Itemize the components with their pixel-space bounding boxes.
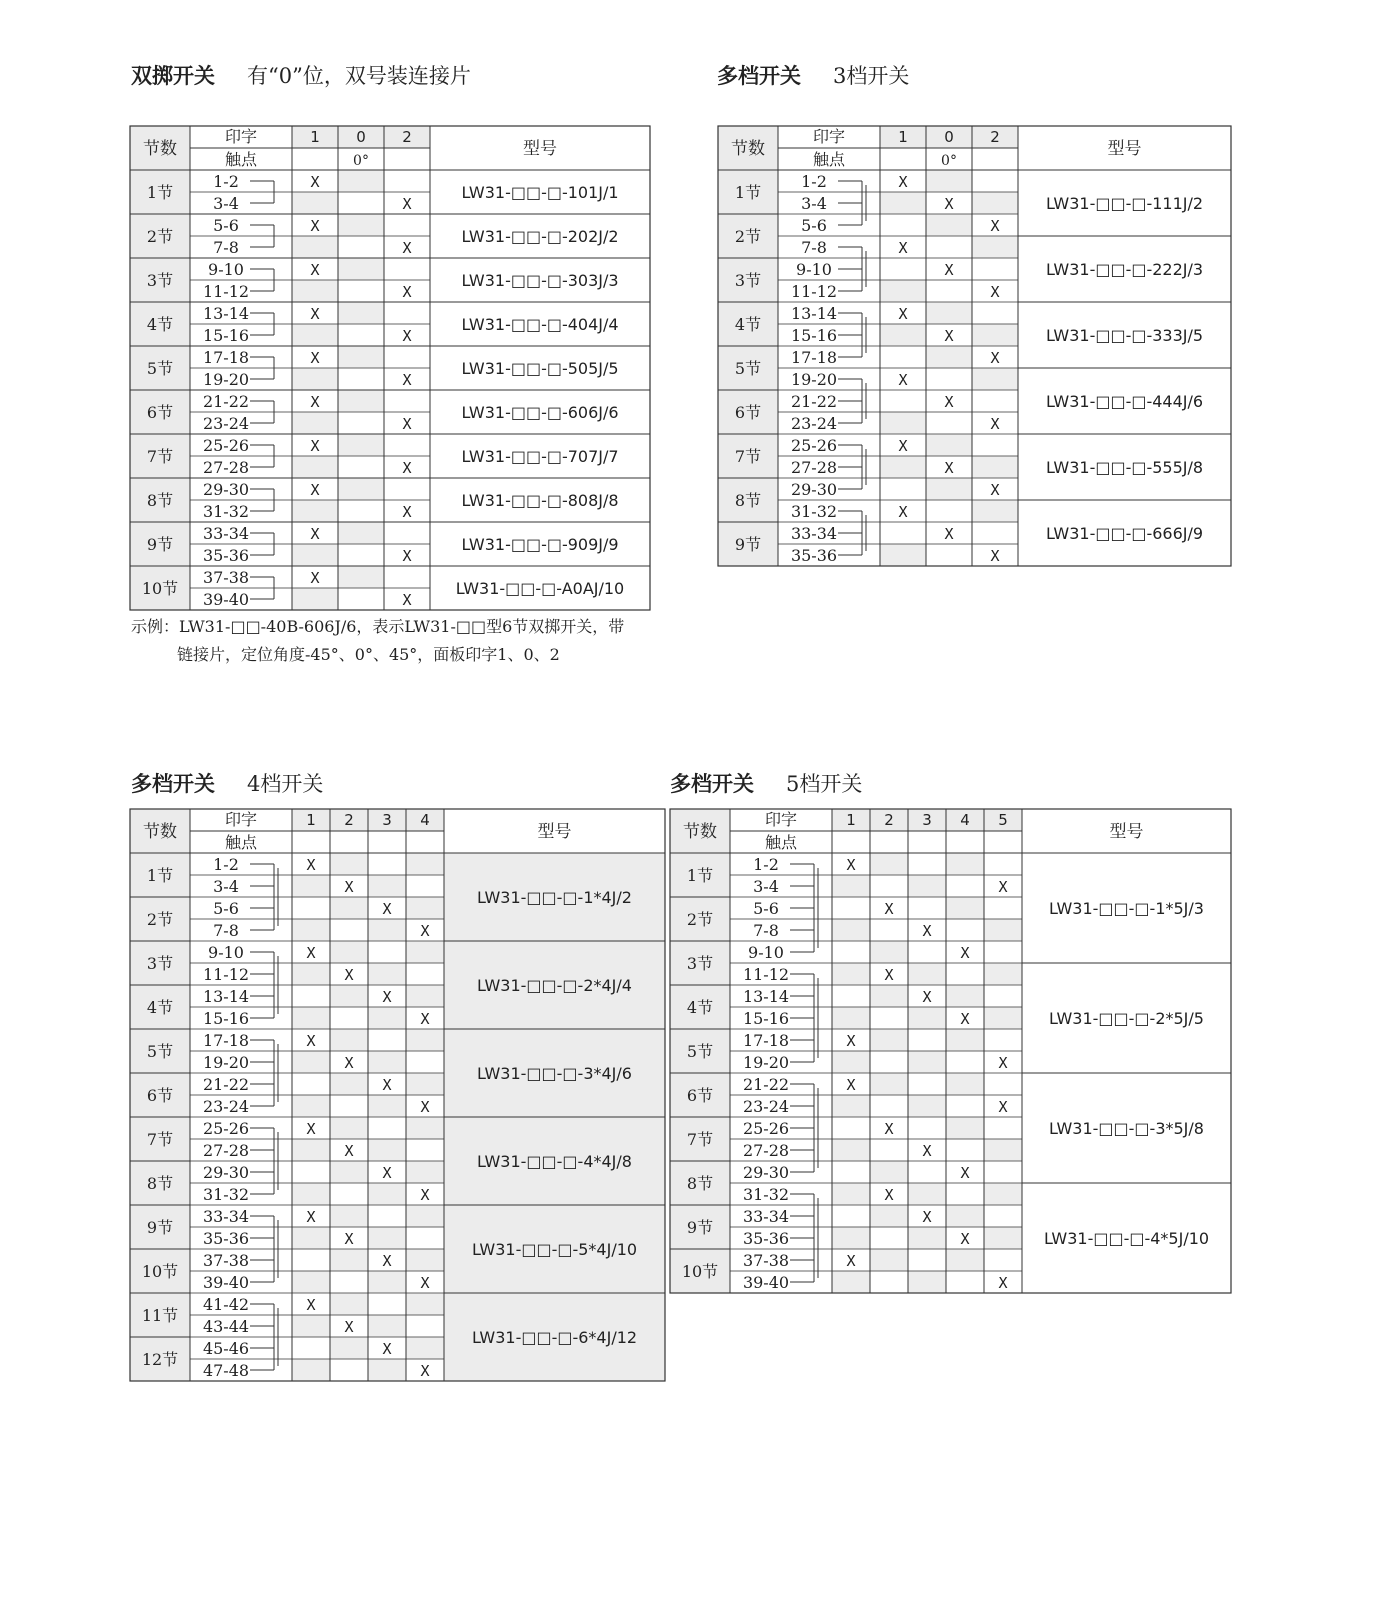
heading-title: 多档开关: [717, 64, 801, 88]
example-note-line1: 示例：LW31-□□-40B-606J/6，表示LW31-□□型6节双掷开关，带: [131, 617, 625, 636]
contact-mark: X: [402, 547, 412, 565]
contact-label: 29-30: [790, 480, 838, 499]
contact-label: 11-12: [202, 965, 250, 984]
section-label: 11节: [141, 1306, 179, 1325]
contact-mark: X: [310, 173, 320, 191]
contact-label: 35-36: [742, 1229, 790, 1248]
contact-mark: X: [998, 878, 1008, 896]
section-label: 1节: [686, 866, 714, 885]
contact-mark: X: [420, 1362, 430, 1380]
model-label: LW31-□□-□-4*5J/10: [1043, 1229, 1210, 1248]
contact-label: 23-24: [202, 414, 250, 433]
contact-mark: X: [960, 944, 970, 962]
header-section: 节数: [683, 822, 717, 842]
contact-label: 1-2: [753, 855, 779, 874]
contact-label: 25-26: [790, 436, 838, 455]
header-position-5: 5: [998, 811, 1008, 829]
contact-label: 33-34: [790, 524, 838, 543]
contact-mark: X: [310, 437, 320, 455]
contact-label: 27-28: [202, 458, 250, 477]
contact-label: 1-2: [801, 172, 827, 191]
header-position-2: 2: [884, 811, 894, 829]
contact-mark: X: [898, 239, 908, 257]
contact-label: 7-8: [753, 921, 779, 940]
contact-mark: X: [884, 1186, 894, 1204]
contact-label: 11-12: [790, 282, 838, 301]
contact-label: 37-38: [742, 1251, 790, 1270]
section-label: 10节: [681, 1262, 719, 1281]
contact-label: 39-40: [202, 590, 250, 609]
heading-title: 多档开关: [131, 772, 215, 796]
section-label: 3节: [146, 271, 174, 290]
contact-mark: X: [960, 1010, 970, 1028]
model-label: LW31-□□-□-2*5J/5: [1049, 1009, 1204, 1028]
contact-label: 19-20: [790, 370, 838, 389]
contact-label: 17-18: [202, 1031, 250, 1050]
model-label: LW31-□□-□-505J/5: [461, 359, 619, 378]
contact-label: 15-16: [202, 326, 250, 345]
contact-label: 31-32: [742, 1185, 790, 1204]
contact-mark: X: [922, 988, 932, 1006]
contact-mark: X: [990, 415, 1000, 433]
contact-mark: X: [402, 503, 412, 521]
model-label: LW31-□□-□-444J/6: [1045, 392, 1204, 411]
heading-title: 多档开关: [670, 772, 754, 796]
contact-label: 29-30: [202, 480, 250, 499]
section-label: 2节: [686, 910, 714, 929]
contact-label: 17-18: [202, 348, 250, 367]
contact-mark: X: [944, 195, 954, 213]
contact-label: 25-26: [742, 1119, 790, 1138]
model-label: LW31-□□-□-5*4J/10: [471, 1240, 638, 1259]
section-label: 3节: [146, 954, 174, 973]
contact-label: 25-26: [202, 1119, 250, 1138]
section-label: 9节: [734, 535, 762, 554]
contact-label: 31-32: [202, 1185, 250, 1204]
section-label: 5节: [146, 359, 174, 378]
contact-mark: X: [402, 591, 412, 609]
section-label: 9节: [686, 1218, 714, 1237]
header-position-3: 3: [922, 811, 932, 829]
contact-label: 7-8: [213, 238, 239, 257]
contact-label: 23-24: [790, 414, 838, 433]
model-label: LW31-□□-□-202J/2: [461, 227, 619, 246]
contact-mark: X: [382, 1164, 392, 1182]
contact-mark: X: [898, 503, 908, 521]
contact-mark: X: [960, 1230, 970, 1248]
contact-mark: X: [846, 1076, 856, 1094]
header-position-1: 1: [898, 128, 908, 146]
section-label: 9节: [146, 1218, 174, 1237]
section-label: 8节: [146, 1174, 174, 1193]
contact-mark: X: [998, 1098, 1008, 1116]
contact-label: 47-48: [202, 1361, 250, 1380]
section-label: 6节: [146, 403, 174, 422]
contact-mark: X: [382, 900, 392, 918]
contact-mark: X: [990, 547, 1000, 565]
contact-mark: X: [344, 878, 354, 896]
contact-label: 3-4: [753, 877, 779, 896]
model-label: LW31-□□-□-222J/3: [1045, 260, 1204, 279]
contact-mark: X: [922, 922, 932, 940]
contact-label: 37-38: [202, 568, 250, 587]
contact-label: 3-4: [801, 194, 827, 213]
contact-label: 5-6: [801, 216, 827, 235]
header-marking: 印字: [224, 810, 258, 829]
contact-mark: X: [846, 856, 856, 874]
contact-label: 9-10: [748, 943, 784, 962]
section-label: 8节: [686, 1174, 714, 1193]
model-label: LW31-□□-□-1*4J/2: [477, 888, 632, 907]
contact-mark: X: [420, 1186, 430, 1204]
contact-mark: X: [884, 966, 894, 984]
section-label: 10节: [141, 1262, 179, 1281]
contact-mark: X: [310, 261, 320, 279]
contact-mark: X: [306, 856, 316, 874]
header-angle: 0°: [353, 153, 369, 169]
header-model: 型号: [523, 139, 557, 159]
contact-label: 39-40: [742, 1273, 790, 1292]
header-contacts: 触点: [812, 150, 846, 169]
header-position-2: 2: [344, 811, 354, 829]
contact-mark: X: [420, 922, 430, 940]
contact-mark: X: [382, 1340, 392, 1358]
contact-label: 45-46: [202, 1339, 250, 1358]
section-label: 3节: [734, 271, 762, 290]
contact-label: 29-30: [202, 1163, 250, 1182]
contact-mark: X: [310, 305, 320, 323]
contact-label: 5-6: [753, 899, 779, 918]
contact-mark: X: [898, 371, 908, 389]
section-label: 1节: [146, 866, 174, 885]
contact-label: 21-22: [742, 1075, 790, 1094]
contact-mark: X: [990, 349, 1000, 367]
section-label: 6节: [686, 1086, 714, 1105]
contact-label: 7-8: [801, 238, 827, 257]
contact-mark: X: [898, 305, 908, 323]
model-label: LW31-□□-□-6*4J/12: [471, 1328, 638, 1347]
contact-label: 1-2: [213, 172, 239, 191]
contact-label: 9-10: [796, 260, 832, 279]
contact-mark: X: [884, 900, 894, 918]
header-position-1: 1: [306, 811, 316, 829]
contact-mark: X: [922, 1208, 932, 1226]
section-label: 8节: [146, 491, 174, 510]
contact-label: 13-14: [202, 304, 250, 323]
model-label: LW31-□□-□-555J/8: [1045, 458, 1204, 477]
section-label: 4节: [146, 998, 174, 1017]
section-label: 7节: [686, 1130, 714, 1149]
contact-mark: X: [402, 195, 412, 213]
heading-subtitle: 3档开关: [833, 64, 910, 88]
contact-mark: X: [420, 1098, 430, 1116]
contact-label: 43-44: [202, 1317, 250, 1336]
section-label: 3节: [686, 954, 714, 973]
contact-mark: X: [306, 1032, 316, 1050]
contact-mark: X: [884, 1120, 894, 1138]
contact-label: 21-22: [202, 392, 250, 411]
contact-mark: X: [310, 393, 320, 411]
contact-label: 29-30: [742, 1163, 790, 1182]
contact-mark: X: [990, 481, 1000, 499]
contact-label: 31-32: [202, 502, 250, 521]
header-model: 型号: [1109, 822, 1144, 842]
header-marking: 印字: [764, 810, 798, 829]
contact-label: 13-14: [790, 304, 838, 323]
header-position-2: 2: [990, 128, 1000, 146]
contact-mark: X: [944, 261, 954, 279]
header-position-1: 1: [310, 128, 320, 146]
contact-label: 25-26: [202, 436, 250, 455]
contact-label: 31-32: [790, 502, 838, 521]
section-label: 2节: [146, 910, 174, 929]
contact-label: 5-6: [213, 216, 239, 235]
contact-mark: X: [960, 1164, 970, 1182]
contact-mark: X: [402, 239, 412, 257]
model-label: LW31-□□-□-3*5J/8: [1049, 1119, 1204, 1138]
header-position-4: 4: [960, 811, 970, 829]
header-contacts: 触点: [224, 150, 258, 169]
header-model: 型号: [537, 822, 572, 842]
section-label: 5节: [146, 1042, 174, 1061]
contact-label: 17-18: [742, 1031, 790, 1050]
contact-label: 15-16: [742, 1009, 790, 1028]
contact-mark: X: [998, 1274, 1008, 1292]
header-section: 节数: [143, 822, 177, 842]
contact-label: 5-6: [213, 899, 239, 918]
header-position-3: 3: [382, 811, 392, 829]
contact-label: 1-2: [213, 855, 239, 874]
contact-label: 3-4: [213, 877, 239, 896]
model-label: LW31-□□-□-707J/7: [461, 447, 619, 466]
contact-mark: X: [306, 1208, 316, 1226]
section-label: 12节: [141, 1350, 179, 1369]
contact-label: 11-12: [742, 965, 790, 984]
header-position-2: 2: [402, 128, 412, 146]
section-label: 6节: [734, 403, 762, 422]
heading-subtitle: 5档开关: [786, 772, 863, 796]
contact-mark: X: [846, 1252, 856, 1270]
contact-label: 9-10: [208, 943, 244, 962]
contact-label: 23-24: [202, 1097, 250, 1116]
header-contacts: 触点: [224, 833, 258, 852]
header-position-4: 4: [420, 811, 430, 829]
header-model: 型号: [1107, 139, 1142, 159]
contact-mark: X: [402, 283, 412, 301]
section-label: 7节: [734, 447, 762, 466]
contact-label: 15-16: [202, 1009, 250, 1028]
contact-mark: X: [382, 988, 392, 1006]
contact-label: 27-28: [202, 1141, 250, 1160]
contact-mark: X: [310, 217, 320, 235]
header-contacts: 触点: [764, 833, 798, 852]
section-label: 7节: [146, 447, 174, 466]
contact-mark: X: [344, 1142, 354, 1160]
contact-mark: X: [344, 966, 354, 984]
header-angle: 0°: [941, 153, 957, 169]
model-label: LW31-□□-□-333J/5: [1045, 326, 1204, 345]
contact-mark: X: [382, 1076, 392, 1094]
contact-label: 23-24: [742, 1097, 790, 1116]
contact-mark: X: [944, 327, 954, 345]
contact-label: 19-20: [202, 1053, 250, 1072]
contact-label: 35-36: [790, 546, 838, 565]
section-label: 1节: [734, 183, 762, 202]
section-label: 4节: [686, 998, 714, 1017]
contact-label: 39-40: [202, 1273, 250, 1292]
contact-mark: X: [998, 1054, 1008, 1072]
model-label: LW31-□□-□-303J/3: [461, 271, 619, 290]
model-label: LW31-□□-□-666J/9: [1045, 524, 1204, 543]
contact-label: 13-14: [202, 987, 250, 1006]
contact-mark: X: [990, 283, 1000, 301]
model-label: LW31-□□-□-909J/9: [461, 535, 619, 554]
contact-label: 37-38: [202, 1251, 250, 1270]
heading-subtitle: 4档开关: [247, 772, 324, 796]
section-label: 7节: [146, 1130, 174, 1149]
header-section: 节数: [143, 139, 177, 159]
contact-mark: X: [344, 1054, 354, 1072]
contact-label: 19-20: [742, 1053, 790, 1072]
model-label: LW31-□□-□-404J/4: [461, 315, 619, 334]
contact-label: 17-18: [790, 348, 838, 367]
contact-mark: X: [402, 459, 412, 477]
model-label: LW31-□□-□-1*5J/3: [1049, 899, 1204, 918]
contact-mark: X: [402, 327, 412, 345]
contact-label: 21-22: [202, 1075, 250, 1094]
contact-label: 21-22: [790, 392, 838, 411]
section-label: 4节: [734, 315, 762, 334]
contact-label: 35-36: [202, 546, 250, 565]
contact-label: 33-34: [202, 524, 250, 543]
contact-mark: X: [898, 437, 908, 455]
header-marking: 印字: [224, 127, 258, 146]
model-label: LW31-□□-□-4*4J/8: [477, 1152, 632, 1171]
contact-mark: X: [306, 1120, 316, 1138]
section-label: 6节: [146, 1086, 174, 1105]
section-label: 9节: [146, 535, 174, 554]
contact-label: 41-42: [202, 1295, 250, 1314]
contact-label: 7-8: [213, 921, 239, 940]
section-label: 1节: [146, 183, 174, 202]
heading-title: 双掷开关: [131, 64, 215, 88]
section-label: 4节: [146, 315, 174, 334]
header-position-1: 1: [846, 811, 856, 829]
contact-mark: X: [846, 1032, 856, 1050]
section-label: 2节: [734, 227, 762, 246]
header-section: 节数: [731, 139, 765, 159]
model-label: LW31-□□-□-808J/8: [461, 491, 619, 510]
contact-label: 9-10: [208, 260, 244, 279]
model-label: LW31-□□-□-101J/1: [461, 183, 619, 202]
section-label: 2节: [146, 227, 174, 246]
contact-label: 13-14: [742, 987, 790, 1006]
heading-subtitle: 有“0”位，双号装连接片: [247, 64, 471, 88]
contact-label: 33-34: [742, 1207, 790, 1226]
header-position-0: 0: [944, 128, 954, 146]
section-label: 5节: [734, 359, 762, 378]
model-label: LW31-□□-□-2*4J/4: [477, 976, 632, 995]
contact-mark: X: [382, 1252, 392, 1270]
contact-mark: X: [310, 481, 320, 499]
contact-mark: X: [402, 415, 412, 433]
model-label: LW31-□□-□-111J/2: [1045, 194, 1204, 213]
contact-mark: X: [922, 1142, 932, 1160]
contact-label: 27-28: [790, 458, 838, 477]
contact-label: 19-20: [202, 370, 250, 389]
contact-mark: X: [402, 371, 412, 389]
contact-mark: X: [344, 1230, 354, 1248]
section-label: 5节: [686, 1042, 714, 1061]
contact-label: 11-12: [202, 282, 250, 301]
contact-mark: X: [898, 173, 908, 191]
section-label: 8节: [734, 491, 762, 510]
header-position-0: 0: [356, 128, 366, 146]
contact-mark: X: [306, 1296, 316, 1314]
model-label: LW31-□□-□-3*4J/6: [477, 1064, 632, 1083]
contact-label: 33-34: [202, 1207, 250, 1226]
model-label: LW31-□□-□-A0AJ/10: [455, 579, 625, 598]
contact-label: 15-16: [790, 326, 838, 345]
model-label: LW31-□□-□-606J/6: [461, 403, 619, 422]
contact-mark: X: [310, 525, 320, 543]
contact-label: 3-4: [213, 194, 239, 213]
contact-mark: X: [310, 349, 320, 367]
contact-mark: X: [310, 569, 320, 587]
contact-mark: X: [990, 217, 1000, 235]
contact-label: 35-36: [202, 1229, 250, 1248]
contact-mark: X: [944, 459, 954, 477]
example-note-line2: 链接片，定位角度-45°、0°、45°，面板印字1、0、2: [177, 645, 560, 664]
contact-mark: X: [420, 1274, 430, 1292]
header-marking: 印字: [812, 127, 846, 146]
contact-mark: X: [944, 525, 954, 543]
section-label: 10节: [141, 579, 179, 598]
contact-mark: X: [944, 393, 954, 411]
contact-mark: X: [306, 944, 316, 962]
contact-mark: X: [344, 1318, 354, 1336]
contact-mark: X: [420, 1010, 430, 1028]
contact-label: 27-28: [742, 1141, 790, 1160]
